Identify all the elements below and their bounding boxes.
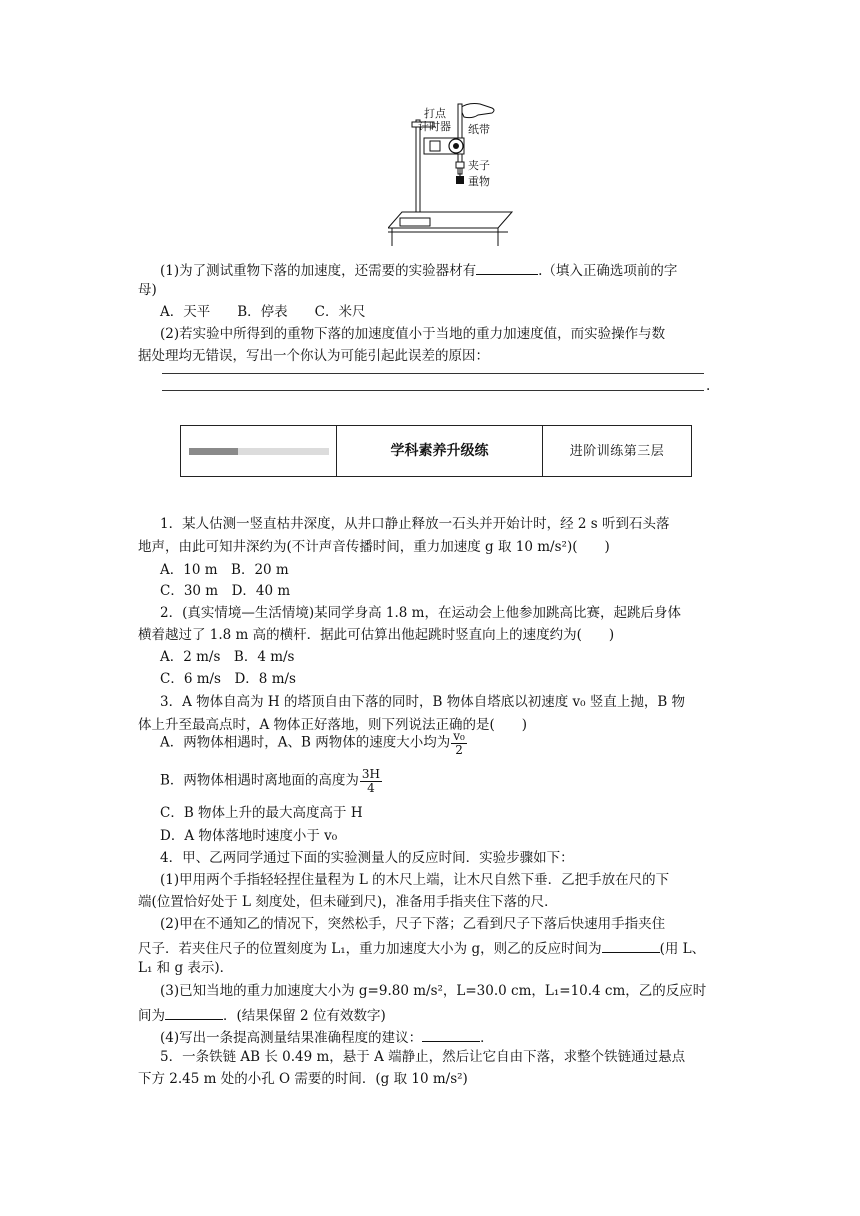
q4-step2-line3: L₁ 和 g 表示)． [138,960,234,976]
label-timer-line2: 计时器 [418,120,451,133]
answer-blank[interactable] [602,940,660,953]
q1-options-ab: A．10 m B．20 m [160,562,289,578]
apparatus-figure [388,100,518,250]
q-prev-sub1: (1)为了测试重物下落的加速度，还需要的实验器材有 .（填入正确选项前的字 [160,263,678,279]
q3-option-d: D．A 物体落地时速度小于 v₀ [160,828,338,844]
answer-line-2[interactable] [162,390,704,391]
answer-blank[interactable] [165,1007,223,1020]
q1-options-cd: C．30 m D．40 m [160,583,291,599]
q5-line1: 5．一条铁链 AB 长 0.49 m，悬于 A 端静止，然后让它自由下落，求整个铁链通过悬点 [160,1049,686,1065]
label-clip: 夹子 [468,159,490,172]
section-banner [180,425,692,477]
q4-step1-line1: (1)甲用两个手指轻轻捏住量程为 L 的木尺上端，让木尺自然下垂．乙把手放在尺的下 [160,872,670,888]
answer-blank[interactable] [422,1029,480,1042]
q2-line2: 横着越过了 1.8 m 高的横杆．据此可估算出他起跳时竖直向上的速度约为( ) [138,627,615,643]
q4-step2-line2: 尺子．若夹住尺子的位置刻度为 L₁，重力加速度大小为 g，则乙的反应时间为 (用 L、 [138,941,706,957]
banner-progress-cell [181,426,337,476]
fraction-3h-over-4: $\frac{3H}{4}$ [361,767,381,795]
q2-options-ab: A．2 m/s B．4 m/s [160,649,295,665]
banner-progress-bar [189,448,329,455]
q-prev-sub2-line2: 据处理均无错误，写出一个你认为可能引起此误差的原因： [138,348,489,364]
q-prev-options: A．天平 B．停表 C．米尺 [160,304,366,320]
label-tape: 纸带 [468,123,490,136]
banner-title: 学科素养升级练 [337,426,543,476]
q5-line2: 下方 2.45 m 处的小孔 O 需要的时间．(g 取 10 m/s²) [138,1071,468,1087]
answer-blank[interactable] [476,262,538,275]
q4-step1-line2: 端(位置恰好处于 L 刻度处，但未碰到尺)，准备用手指夹住下落的尺． [138,894,558,910]
q4-step2-line1: (2)甲在不通知乙的情况下，突然松手，尺子下落；乙看到尺子下落后快速用手指夹住 [160,916,666,932]
q-prev-sub2-line1: (2)若实验中所得到的重物下落的加速度值小于当地的重力加速度值，而实验操作与数 [160,326,666,342]
q4-intro: 4．甲、乙两同学通过下面的实验测量人的反应时间．实验步骤如下： [160,850,574,866]
q1-line1: 1．某人估测一竖直枯井深度，从井口静止释放一石头并开始计时，经 2 s 听到石头落 [160,516,670,532]
fraction-v0-over-2: $\frac{\text{v₀}}{2}$ [453,729,465,757]
q4-step3-line1: (3)已知当地的重力加速度大小为 g=9.80 m/s²，L=30.0 cm，L₁=10.4 cm，乙的反应时 [160,983,707,999]
q3-option-a: A．两物体相遇时，A、B 两物体的速度大小均为 $\frac{\text{v₀}}{2}$ [160,729,465,757]
q3-option-c: C．B 物体上升的最大高度高于 H [160,805,363,821]
q1-line2: 地声，由此可知井深约为(不计声音传播时间，重力加速度 g 取 10 m/s²)( ) [138,539,610,555]
q2-options-cd: C．6 m/s D．8 m/s [160,671,296,687]
q4-step4: (4)写出一条提高测量结果准确程度的建议： ． [160,1030,494,1046]
label-timer-line1: 打点 [424,107,446,120]
weight [456,176,464,184]
label-weight: 重物 [468,175,490,188]
answer-line-period: . [706,378,711,394]
clip [456,162,464,168]
hand-icon [460,104,494,118]
q3-line2: 体上升至最高点时，A 物体正好落地，则下列说法正确的是( ) [138,717,528,733]
answer-line-1[interactable] [162,373,704,374]
banner-level: 进阶训练第三层 [569,443,665,459]
q3-line1: 3．A 物体自高为 H 的塔顶自由下落的同时，B 物体自塔底以初速度 v₀ 竖直上抛，B 物 [160,694,686,710]
stand-pole [416,120,420,220]
q3-option-b: B．两物体相遇时离地面的高度为 $\frac{3H}{4}$ [160,767,381,795]
q2-line1: 2．(真实情境—生活情境)某同学身高 1.8 m，在运动会上他参加跳高比赛，起跳后身体 [160,605,681,621]
q4-step3-line2: 间为 ．(结果保留 2 位有效数字) [138,1008,386,1024]
q-prev-sub1-wrap: 母) [138,282,157,298]
